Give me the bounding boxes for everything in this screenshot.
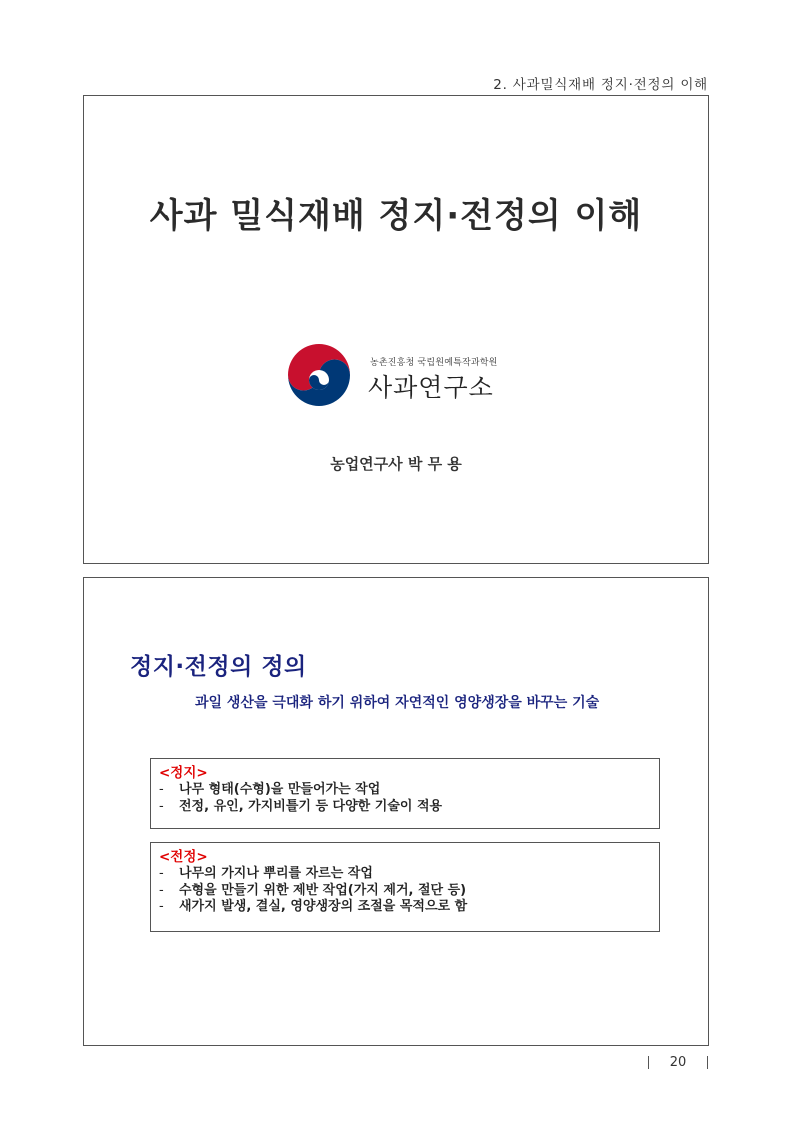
list-item-text: 전정, 유인, 가지비틀기 등 다양한 기술이 적용 bbox=[179, 798, 443, 814]
dash-marker: - bbox=[159, 882, 164, 898]
box-title-jeongji: <정지> bbox=[159, 765, 208, 781]
logo-name: 사과연구소 bbox=[368, 373, 494, 402]
running-header: 2. 사과밀식재배 정지·전정의 이해 bbox=[493, 77, 708, 93]
logo-org-line: 농촌진흥청 국립원예특작과학원 bbox=[370, 358, 498, 368]
slide-title-heading: 사과 밀식재배 정지·전정의 이해 bbox=[149, 196, 643, 236]
dash-marker: - bbox=[159, 866, 164, 881]
institute-logo bbox=[284, 342, 524, 410]
dash-marker: - bbox=[159, 798, 164, 814]
list-item-text: 나무 형태(수형)을 만들어가는 작업 bbox=[179, 782, 381, 797]
definition-box-jeonjeong bbox=[150, 842, 660, 932]
dash-marker: - bbox=[159, 899, 164, 914]
dash-marker: - bbox=[159, 782, 164, 797]
list-item bbox=[159, 782, 651, 799]
list-item-text: 수형을 만들기 위한 제반 작업(가지 제거, 절단 등) bbox=[179, 882, 467, 898]
page-number-divider bbox=[648, 1056, 649, 1069]
list-item bbox=[159, 883, 651, 900]
slide-definition bbox=[83, 577, 709, 1046]
list-item bbox=[159, 866, 651, 883]
definition-box-jeongji bbox=[150, 758, 660, 829]
slide-definition-heading: 정지·전정의 정의 bbox=[130, 654, 307, 680]
list-item-text: 새가지 발생, 결실, 영양생장의 조절을 목적으로 함 bbox=[179, 899, 468, 914]
list-item bbox=[159, 799, 651, 816]
slide-definition-subtitle: 과일 생산을 극대화 하기 위하여 자연적인 영양생장을 바꾸는 기술 bbox=[195, 695, 600, 711]
page-number-divider bbox=[707, 1056, 708, 1069]
slide-title bbox=[83, 95, 709, 564]
list-item bbox=[159, 899, 651, 916]
page-number-value: 20 bbox=[669, 1055, 687, 1070]
author-line: 농업연구사 박 무 용 bbox=[330, 455, 462, 473]
list-item-text: 나무의 가지나 뿌리를 자르는 작업 bbox=[179, 866, 373, 881]
taegeuk-emblem-icon bbox=[284, 342, 354, 412]
box-title-jeonjeong: <전정> bbox=[159, 849, 208, 865]
page-number bbox=[648, 1055, 708, 1070]
